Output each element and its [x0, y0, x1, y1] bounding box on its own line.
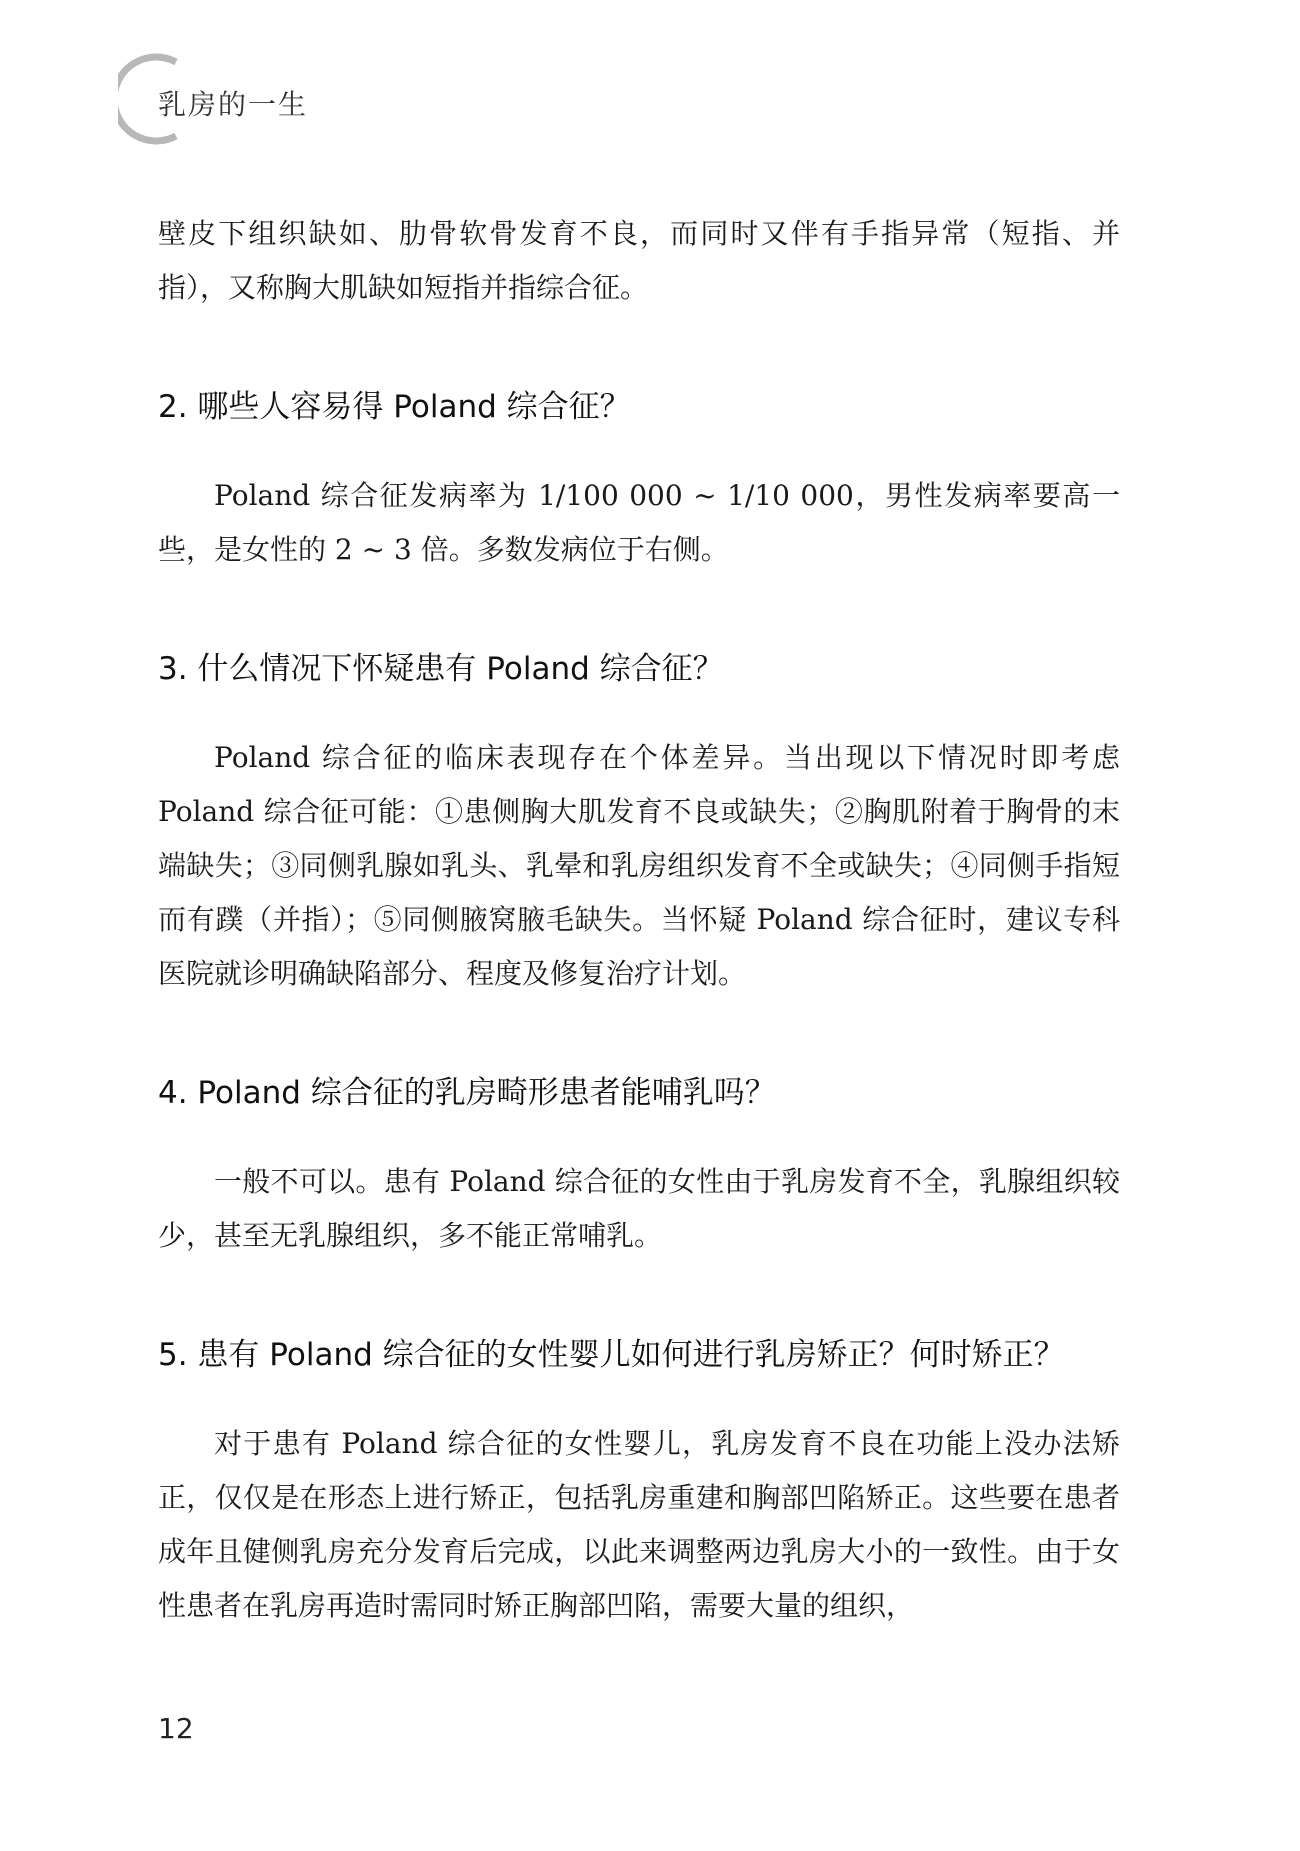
section-3-paragraph: Poland 综合征的临床表现存在个体差异。当出现以下情况时即考虑 Poland 综合征可能：①患侧胸大肌发育不良或缺失；②胸肌附着于胸骨的末端缺失；③同侧乳腺如乳头、乳晕和乳房组织发育不全或缺失；④同侧手指短而有蹼（并指）；⑤同侧腋窝腋毛缺失。当怀疑 Poland 综合征时，建议专科医院就诊明确缺陷部分、程度及修复治疗计划。	[158, 741, 1120, 990]
paragraph-continued: 壁皮下组织缺如、肋骨软骨发育不良，而同时又伴有手指异常（短指、并指），又称胸大肌缺如短指并指综合征。	[158, 217, 1120, 304]
section-heading-3: 3. 什么情况下怀疑患有 Poland 综合征？	[158, 651, 724, 687]
section-heading-4: 4. Poland 综合征的乳房畸形患者能哺乳吗？	[158, 1075, 776, 1111]
section-heading-2: 2. 哪些人容易得 Poland 综合征？	[158, 389, 631, 425]
page-body	[158, 207, 1120, 1633]
section-heading-5: 5. 患有 Poland 综合征的女性婴儿如何进行乳房矫正？何时矫正？	[158, 1337, 1065, 1373]
running-title: 乳房的一生	[158, 88, 309, 121]
section-2-paragraph: Poland 综合征发病率为 1/100 000 ~ 1/10 000，男性发病率要高一些，是女性的 2 ~ 3 倍。多数发病位于右侧。	[158, 479, 1120, 566]
running-header	[118, 50, 418, 150]
section-5-paragraph: 对于患有 Poland 综合征的女性婴儿，乳房发育不良在功能上没办法矫正，仅仅是在形态上进行矫正，包括乳房重建和胸部凹陷矫正。这些要在患者成年且健侧乳房充分发育后完成，以此来调整两边乳房大小的一致性。由于女性患者在乳房再造时需同时矫正胸部凹陷，需要大量的组织，	[158, 1427, 1120, 1622]
page-number: 12	[158, 1712, 194, 1745]
section-4-paragraph: 一般不可以。患有 Poland 综合征的女性由于乳房发育不全，乳腺组织较少，甚至无乳腺组织，多不能正常哺乳。	[158, 1165, 1120, 1252]
